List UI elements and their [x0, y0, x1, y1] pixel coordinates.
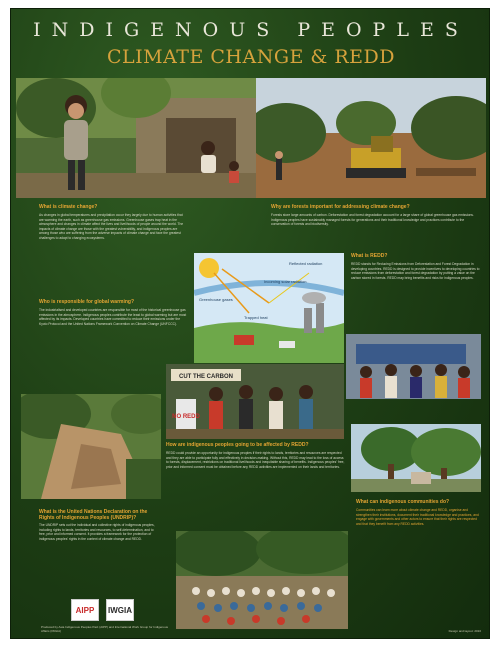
- heading-forests: Why are forests important for addressing climate change?: [271, 204, 410, 210]
- photo-eroded-hillside: [21, 394, 161, 499]
- text-undrip: The UNDRIP sets out the individual and collective rights of indigenous peoples, including rights to lands, territories and resources, to self-determination, and to free, prior and informed consent. It provides a framework for the protection of indigenous peoples' rights in the context of climate change and REDD.: [39, 523, 155, 541]
- heading-affected: How are indigenous peoples going to be affected by REDD?: [166, 442, 309, 448]
- text-affected: REDD could provide an opportunity for indigenous peoples if their rights to lands, territories and resources are respected and they are able to participate fully and effectively in decision-making. Without this, REDD may lead to the loss of access to forests, displacement, restrictions on traditional livelihoods and inequitable sharing of benefits. Indigenous peoples' free, prior and informed consent must be obtained before any REDD activities are implemented on their lands and territories.: [166, 451, 345, 469]
- footer-design: Design and layout: 2010: [448, 629, 481, 633]
- text-global-warming: The industrialised and developed countries are responsible for most of the historical greenhouse gas emissions in the atmosphere. Indigenous peoples contribute the least to global warming but are most affected by its impacts. Developed countries have committed to reduce their emissions under the Kyoto Protocol and the United Nations Framework Convention on Climate Change (UNFCCC).: [39, 308, 187, 326]
- photo-village-trees: [351, 424, 481, 492]
- photo-community-meeting: [176, 531, 348, 629]
- heading-community: What can indigenous communities do?: [356, 499, 450, 505]
- text-climate-change: As changes in global temperatures and precipitation occur they largely due to human activities that are warming the earth, such as greenhouse gas emissions. Greenhouse gases trap heat in the atmosphere and changes in climate affect the lives and livelihoods of people around the world. The impacts of climate change are those with the greatest vulnerability, and indigenous peoples are among those who are suffering from the adverse impacts of climate change and face the greatest challenges to adapt to changing ecosystems.: [39, 213, 184, 240]
- diagram-label-trapped: Trapped heat: [244, 315, 268, 320]
- poster-subtitle: CLIMATE CHANGE & REDD: [106, 46, 395, 68]
- protest-sign-carbon: CUT THE CARBON: [179, 374, 233, 380]
- greenhouse-diagram: [194, 253, 344, 363]
- heading-climate-change: What is climate change?: [39, 204, 98, 210]
- photo-bulldozer: [256, 78, 486, 198]
- text-forests: Forests store large amounts of carbon. Deforestation and forest degradation account for a large share of global greenhouse gas emissions. Indigenous peoples have sustainably managed forests for generations and their traditional knowledge and practices contribute to the conservation of forests and biodiversity.: [271, 213, 474, 226]
- footer-credits: Produced by Asia Indigenous Peoples Pact (AIPP) and International Work Group for Indigenous Affairs (IWGIA): [41, 625, 169, 633]
- photo-woman-child: [16, 78, 256, 198]
- photo-community-protest: [346, 334, 481, 399]
- heading-global-warming: Who is responsible for global warming?: [39, 299, 135, 305]
- iwgia-logo: IWGIA: [106, 599, 134, 621]
- protest-sign-redd: NO REDD: [172, 414, 200, 420]
- heading-undrip: What is the United Nations Declaration on the Rights of Indigenous Peoples (UNDRIP)?: [39, 509, 148, 521]
- poster: [10, 8, 490, 639]
- aipp-logo: AIPP: [71, 599, 99, 621]
- text-community: Communities can learn more about climate change and REDD, organise and strengthen their institutions, document their traditional knowledge and practices, and engage with governments and other actors to ensure that their rights are respected and that they benefit from any REDD activities.: [356, 508, 479, 526]
- diagram-label-greenhouse: Greenhouse gases: [199, 297, 233, 302]
- text-redd: REDD stands for Reducing Emissions from Deforestation and Forest Degradation in developing countries. REDD is designed to provide incentives to developing countries to reduce emissions from deforestation and forest degradation by putting a value on the carbon stored in forests. REDD may bring benefits and risks for indigenous peoples.: [351, 262, 480, 280]
- heading-redd: What is REDD?: [351, 253, 388, 259]
- diagram-label-incoming: Incoming solar radiation: [264, 279, 307, 284]
- photo-protest-banners: [166, 364, 344, 439]
- diagram-label-reflected: Reflected radiation: [289, 261, 323, 266]
- poster-title: INDIGENOUS PEOPLES: [33, 19, 469, 41]
